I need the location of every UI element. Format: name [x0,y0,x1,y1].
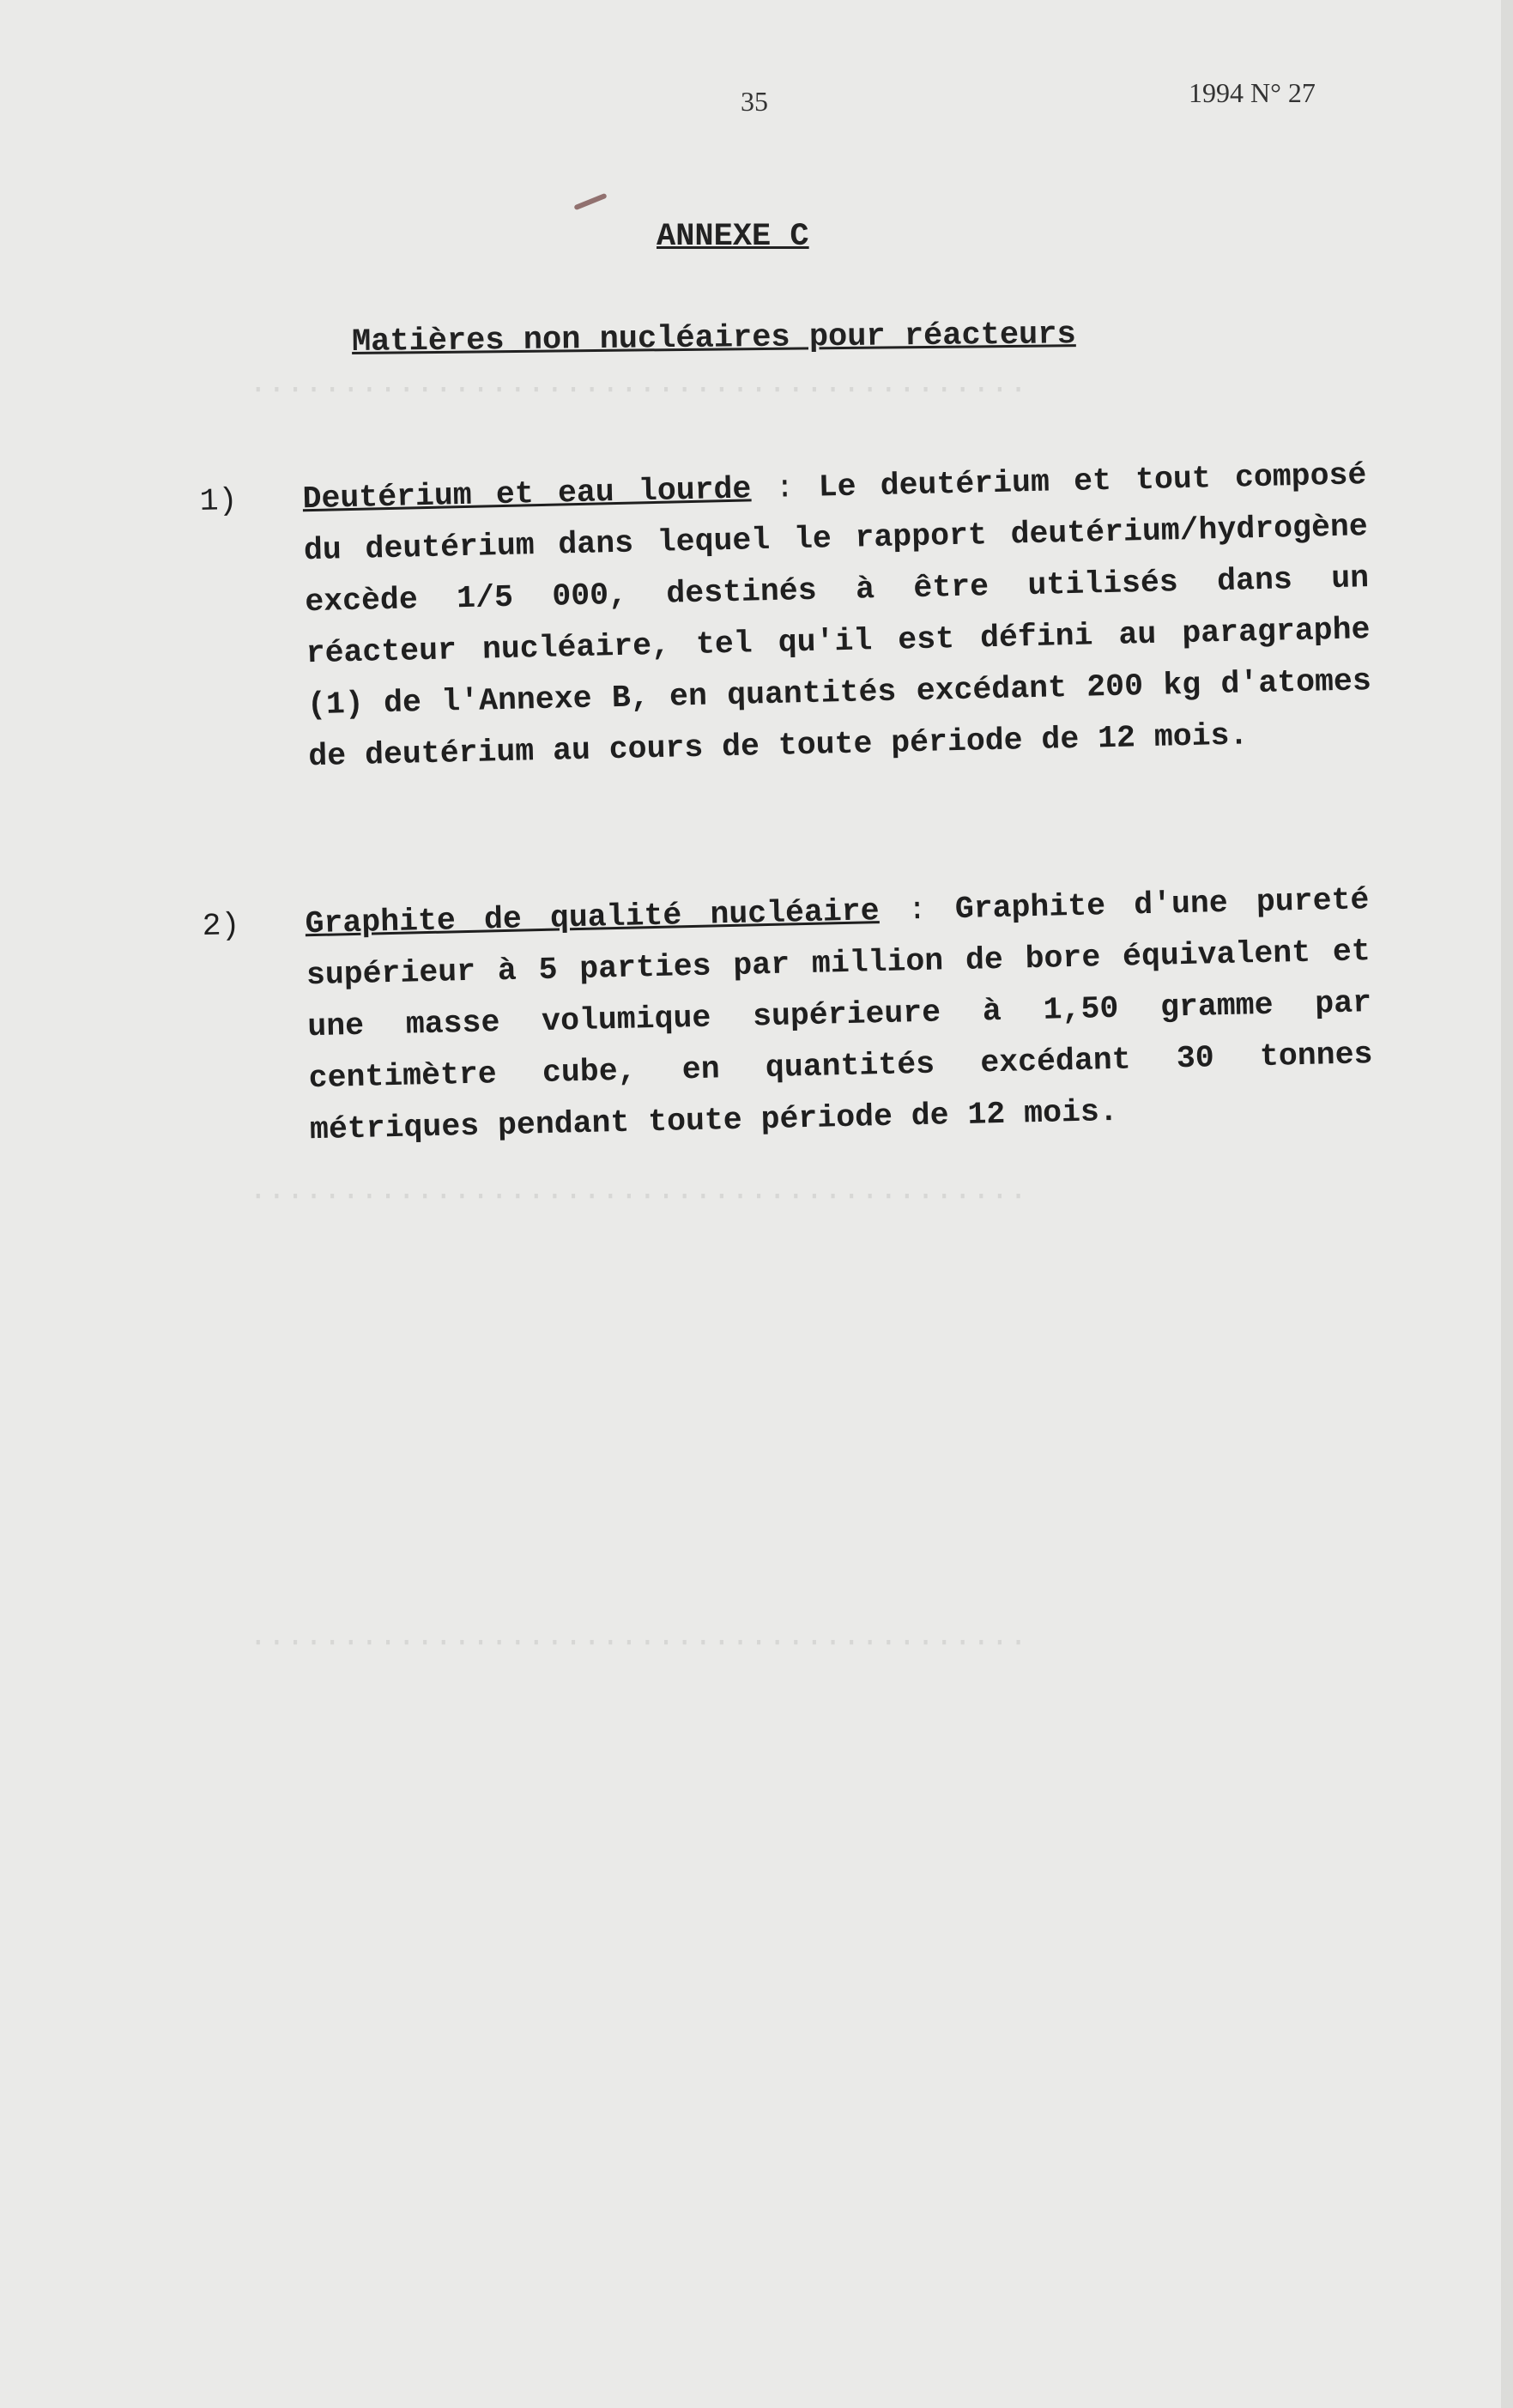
show-through-text: .......................................... [249,1184,1028,1219]
page-edge [1501,0,1513,2408]
annex-subtitle: Matières non nucléaires pour réacteurs [351,317,1076,360]
annex-title: ANNEXE C [657,219,809,255]
item-text [302,450,1373,783]
item-text [305,874,1374,1156]
show-through-text: .......................................... [249,378,1028,413]
item-separator: : [750,469,820,507]
item-number: 1) [199,483,238,519]
item-separator: : [879,892,956,929]
item-heading: Graphite de qualité nucléaire [305,893,881,942]
item-body: Le deutérium et tout composé du deutérium dans lequel le rapport deutérium/hydrogène excède 1/5 000, destinés à être utilisés dans un réacteur nucléaire, tel qu'il est défini au paragraphe (1) de l'Annexe B, en quantités excédant 200 kg d'atomes de deutérium au cours de toute période de 12 mois. [303,457,1372,775]
page-number: 35 [741,86,768,117]
document-reference: 1994 N° 27 [1189,77,1316,108]
item-heading: Deutérium et eau lourde [302,471,752,517]
show-through-text: .......................................... [249,1631,1028,1666]
item-body: Graphite d'une pureté supérieur à 5 parties par million de bore équivalent et une masse volumique supérieure à 1,50 gramme par centimètre cube, en quantités excédant 30 tonnes métriques pendant toute période de 12 mois. [306,882,1373,1148]
pen-mark [573,193,607,211]
item-number: 2) [202,908,240,944]
